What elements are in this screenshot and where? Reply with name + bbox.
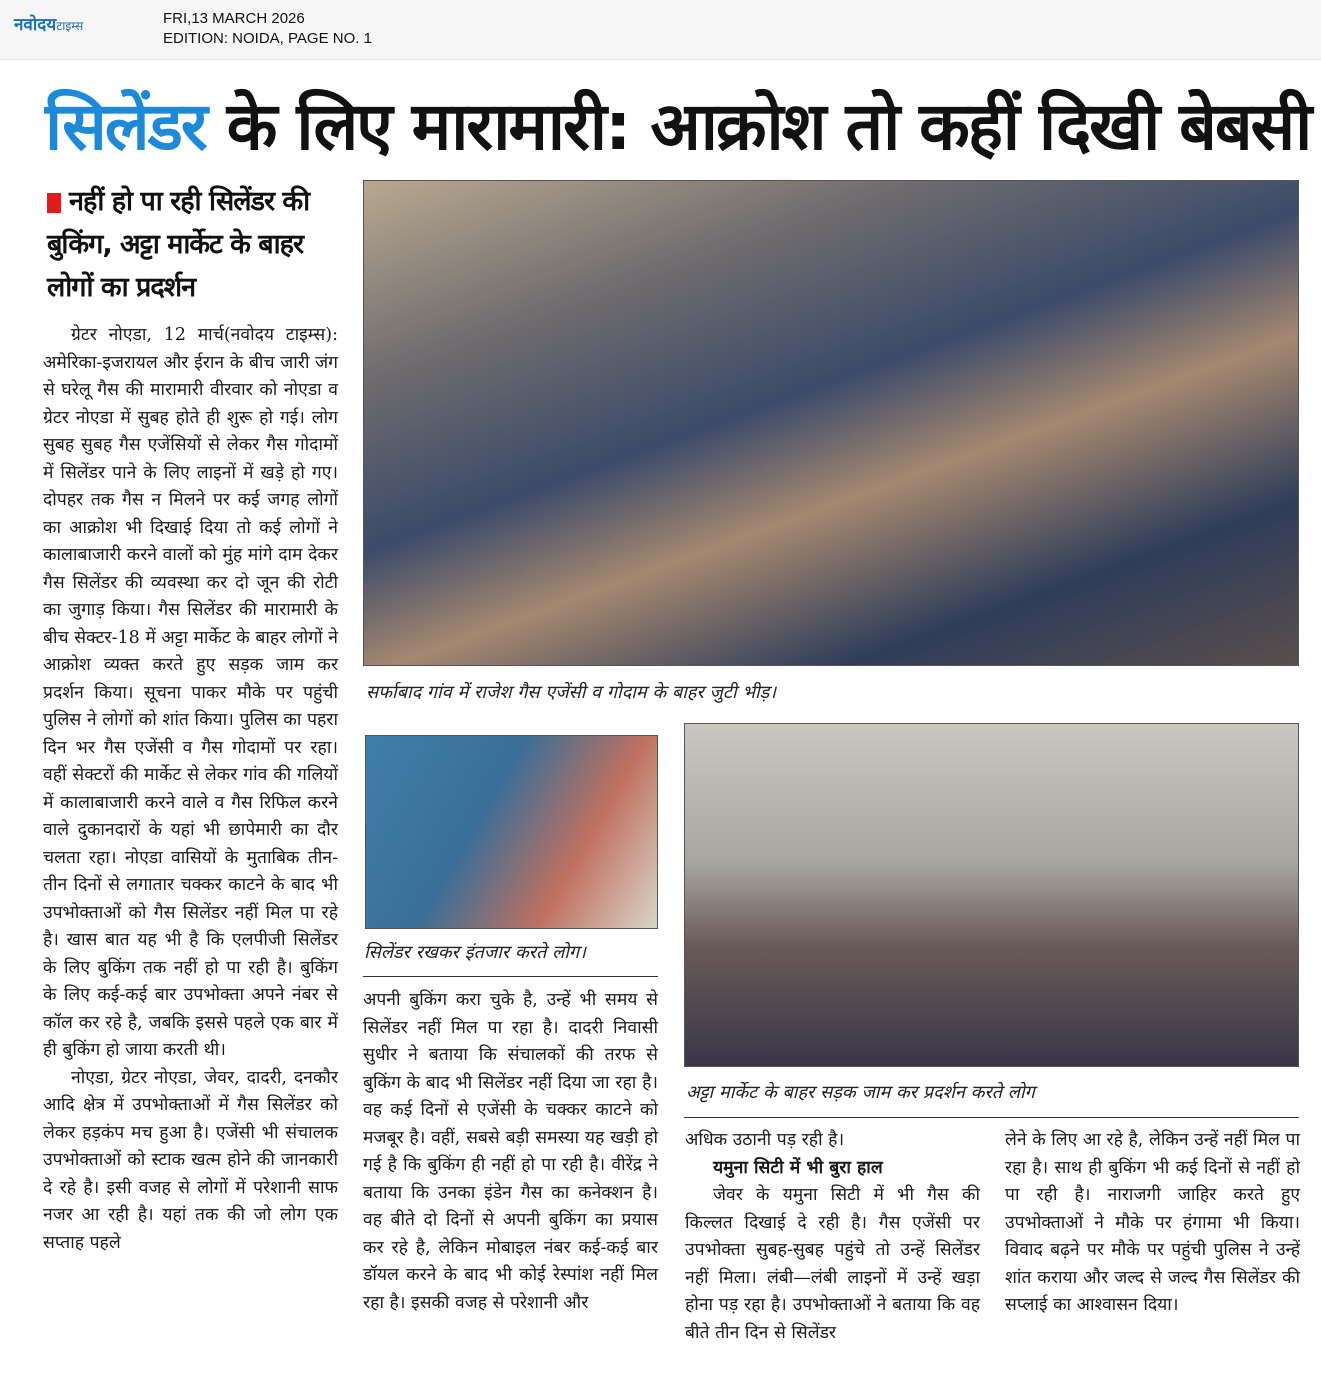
crowd-photo [363,180,1299,666]
edition-page: EDITION: NOIDA, PAGE NO. 1 [163,30,372,47]
article-column-4 [1005,1127,1300,1320]
paragraph: अधिक उठानी पड़ रही है। [685,1130,845,1150]
paragraph: जेवर के यमुना सिटी में भी गैस की किल्लत दिखाई दे रही है। गैस एजेंसी पर उपभोक्ता सुबह-सुबह पहुंचे तो उन्हें सिलेंडर नहीं मिला। लंबी—लंबी लाइनों में उन्हें खड़ा होना पड़ रहा है। उपभोक्ताओं ने बताया कि वह बीते तीन दिन से सिलेंडर [685,1185,980,1343]
photo3-caption: अट्टा मार्केट के बाहर सड़क जाम कर प्रदर्शन करते लोग [686,1082,1035,1103]
paragraph: लेने के लिए आ रहे है, लेकिन उन्हें नहीं मिल पा रहा है। साथ ही बुकिंग भी कई दिनों से नहीं हो पा रही है। नाराजगी जाहिर करते हुए उपभोक्ताओं ने मौके पर हंगामा भी किया। विवाद बढ़ने पर मौके पर पहुंची पुलिस ने उन्हें शांत कराया और जल्द से जल्द गैस सिलेंडर की सप्लाई का आश्वासन दिया। [1005,1130,1300,1315]
issue-date: FRI,13 MARCH 2026 [163,10,305,27]
waiting-people-photo [365,735,658,929]
divider [363,976,658,977]
divider [684,1117,1299,1118]
article-column-1 [43,322,338,1257]
paragraph: नोएडा, ग्रेटर नोएडा, जेवर, दादरी, दनकौर आदि क्षेत्र में उपभोक्ताओं में गैस सिलेंडर को लेकर हड़कंप मच हुआ है। एजेंसी भी संचालक उपभोक्ताओं को स्टाक खत्म होने की जानकारी दे रहे है। इसी वजह से लोगों में परेशानी साफ नजर आ रही है। यहां तक की जो लोग एक सप्ताह पहले [43,1067,338,1253]
headline-highlight: सिलेंडर [45,88,206,165]
paragraph: ग्रेटर नोएडा, 12 मार्च(नवोदय टाइम्स): अमेरिका-इजरायल और ईरान के बीच जारी जंग से घरेलू गैस की मारामारी वीरवार को नोएडा व ग्रेटर नोएडा में सुबह होते ही शुरू हो गई। लोग सुबह सुबह गैस एजेंसियों से लेकर गैस गोदामों में सिलेंडर पाने के लिए लाइनों में खड़े हो गए। दोपहर तक गैस न मिलने पर कई जगह लोगों का आक्रोश भी दिखाई दिया तो कई लोगों ने कालाबाजारी करने वालों को मुंह मांगे दाम देकर गैस सिलेंडर की व्यवस्था कर दो जून की रोटी का जुगाड़ किया। गैस सिलेंडर की मारामारी के बीच सेक्टर-18 में अट्टा मार्केट के बाहर लोगों ने आक्रोश व्यक्त करते हुए सड़क जाम कर प्रदर्शन किया। सूचना पाकर मौके पर पहुंची पुलिस ने लोगों को शांत किया। पुलिस का पहरा दिन भर गैस एजेंसी व गैस गोदामों पर रहा। वहीं सेक्टरों की मार्केट से लेकर गांव की गलियों में कालाबाजारी करने वाले व गैस रिफिल करने वाले दुकानदारों के यहां भी छापेमारी का दौर चलता रहा। नोएडा वासियों के मुताबिक तीन-तीन दिनों से लगातार चक्कर काटने के बाद भी उपभोक्ताओं को गैस सिलेंडर नहीं मिल पा रहे है। खास बात यह भी है कि एलपीजी सिलेंडर के लिए बुकिंग तक नहीं हो पा रही है। बुकिंग के लिए कई-कई बार उपभोक्ता अपने नंबर से कॉल कर रहे है, जबकि इससे पहले एक बार में ही बुकिंग हो जाया करती थी। [43,325,338,1060]
article-column-3 [685,1127,980,1347]
article-column-2 [363,987,658,1317]
road-blockade-photo [684,723,1299,1067]
edition-info [163,9,372,49]
logo-text: नवोदय [14,15,57,35]
paragraph: अपनी बुकिंग करा चुके है, उन्हें भी समय से सिलेंडर नहीं मिल पा रहा है। दादरी निवासी सुधीर ने बताया कि संचालकों की तरफ से बुकिंग के बाद भी सिलेंडर नहीं दिया जा रहा है। वह कई दिनों से एजेंसी के चक्कर काटने को मजबूर है। वहीं, सबसे बड़ी समस्या यह खड़ी हो गई है कि बुकिंग ही नहीं हो पा रही है। वीरेंद्र ने बताया कि उनका इंडेन गैस का कनेक्शन है। वह बीते दो दिनों से अपनी बुकिंग का प्रयास कर रहे है, लेकिन मोबाइल नंबर कई-कई बार डॉयल करने के बाद भी कोई रेस्पांश नहीं मिल रहा है। इसकी वजह से परेशानी और [363,990,658,1313]
newspaper-logo[interactable] [14,12,83,35]
article-headline [45,82,1311,172]
photo2-caption: सिलेंडर रखकर इंतजार करते लोग। [364,942,586,963]
section-subheading: यमुना सिटी में भी बुरा हाल [713,1157,883,1178]
subheadline [47,180,342,309]
epaper-header [0,0,1321,60]
logo-suffix: टाइम्स [56,19,84,33]
photo1-caption: सर्फाबाद गांव में राजेश गैस एजेंसी व गोदाम के बाहर जुटी भीड़। [366,682,777,703]
subheadline-text: नहीं हो पा रही सिलेंडर की बुकिंग, अट्टा मार्केट के बाहर लोगों का प्रदर्शन [47,186,310,303]
headline-rest: के लिए मारामारी: आक्रोश तो कहीं दिखी बेबसी [205,88,1311,165]
bullet-square-icon [47,193,61,213]
